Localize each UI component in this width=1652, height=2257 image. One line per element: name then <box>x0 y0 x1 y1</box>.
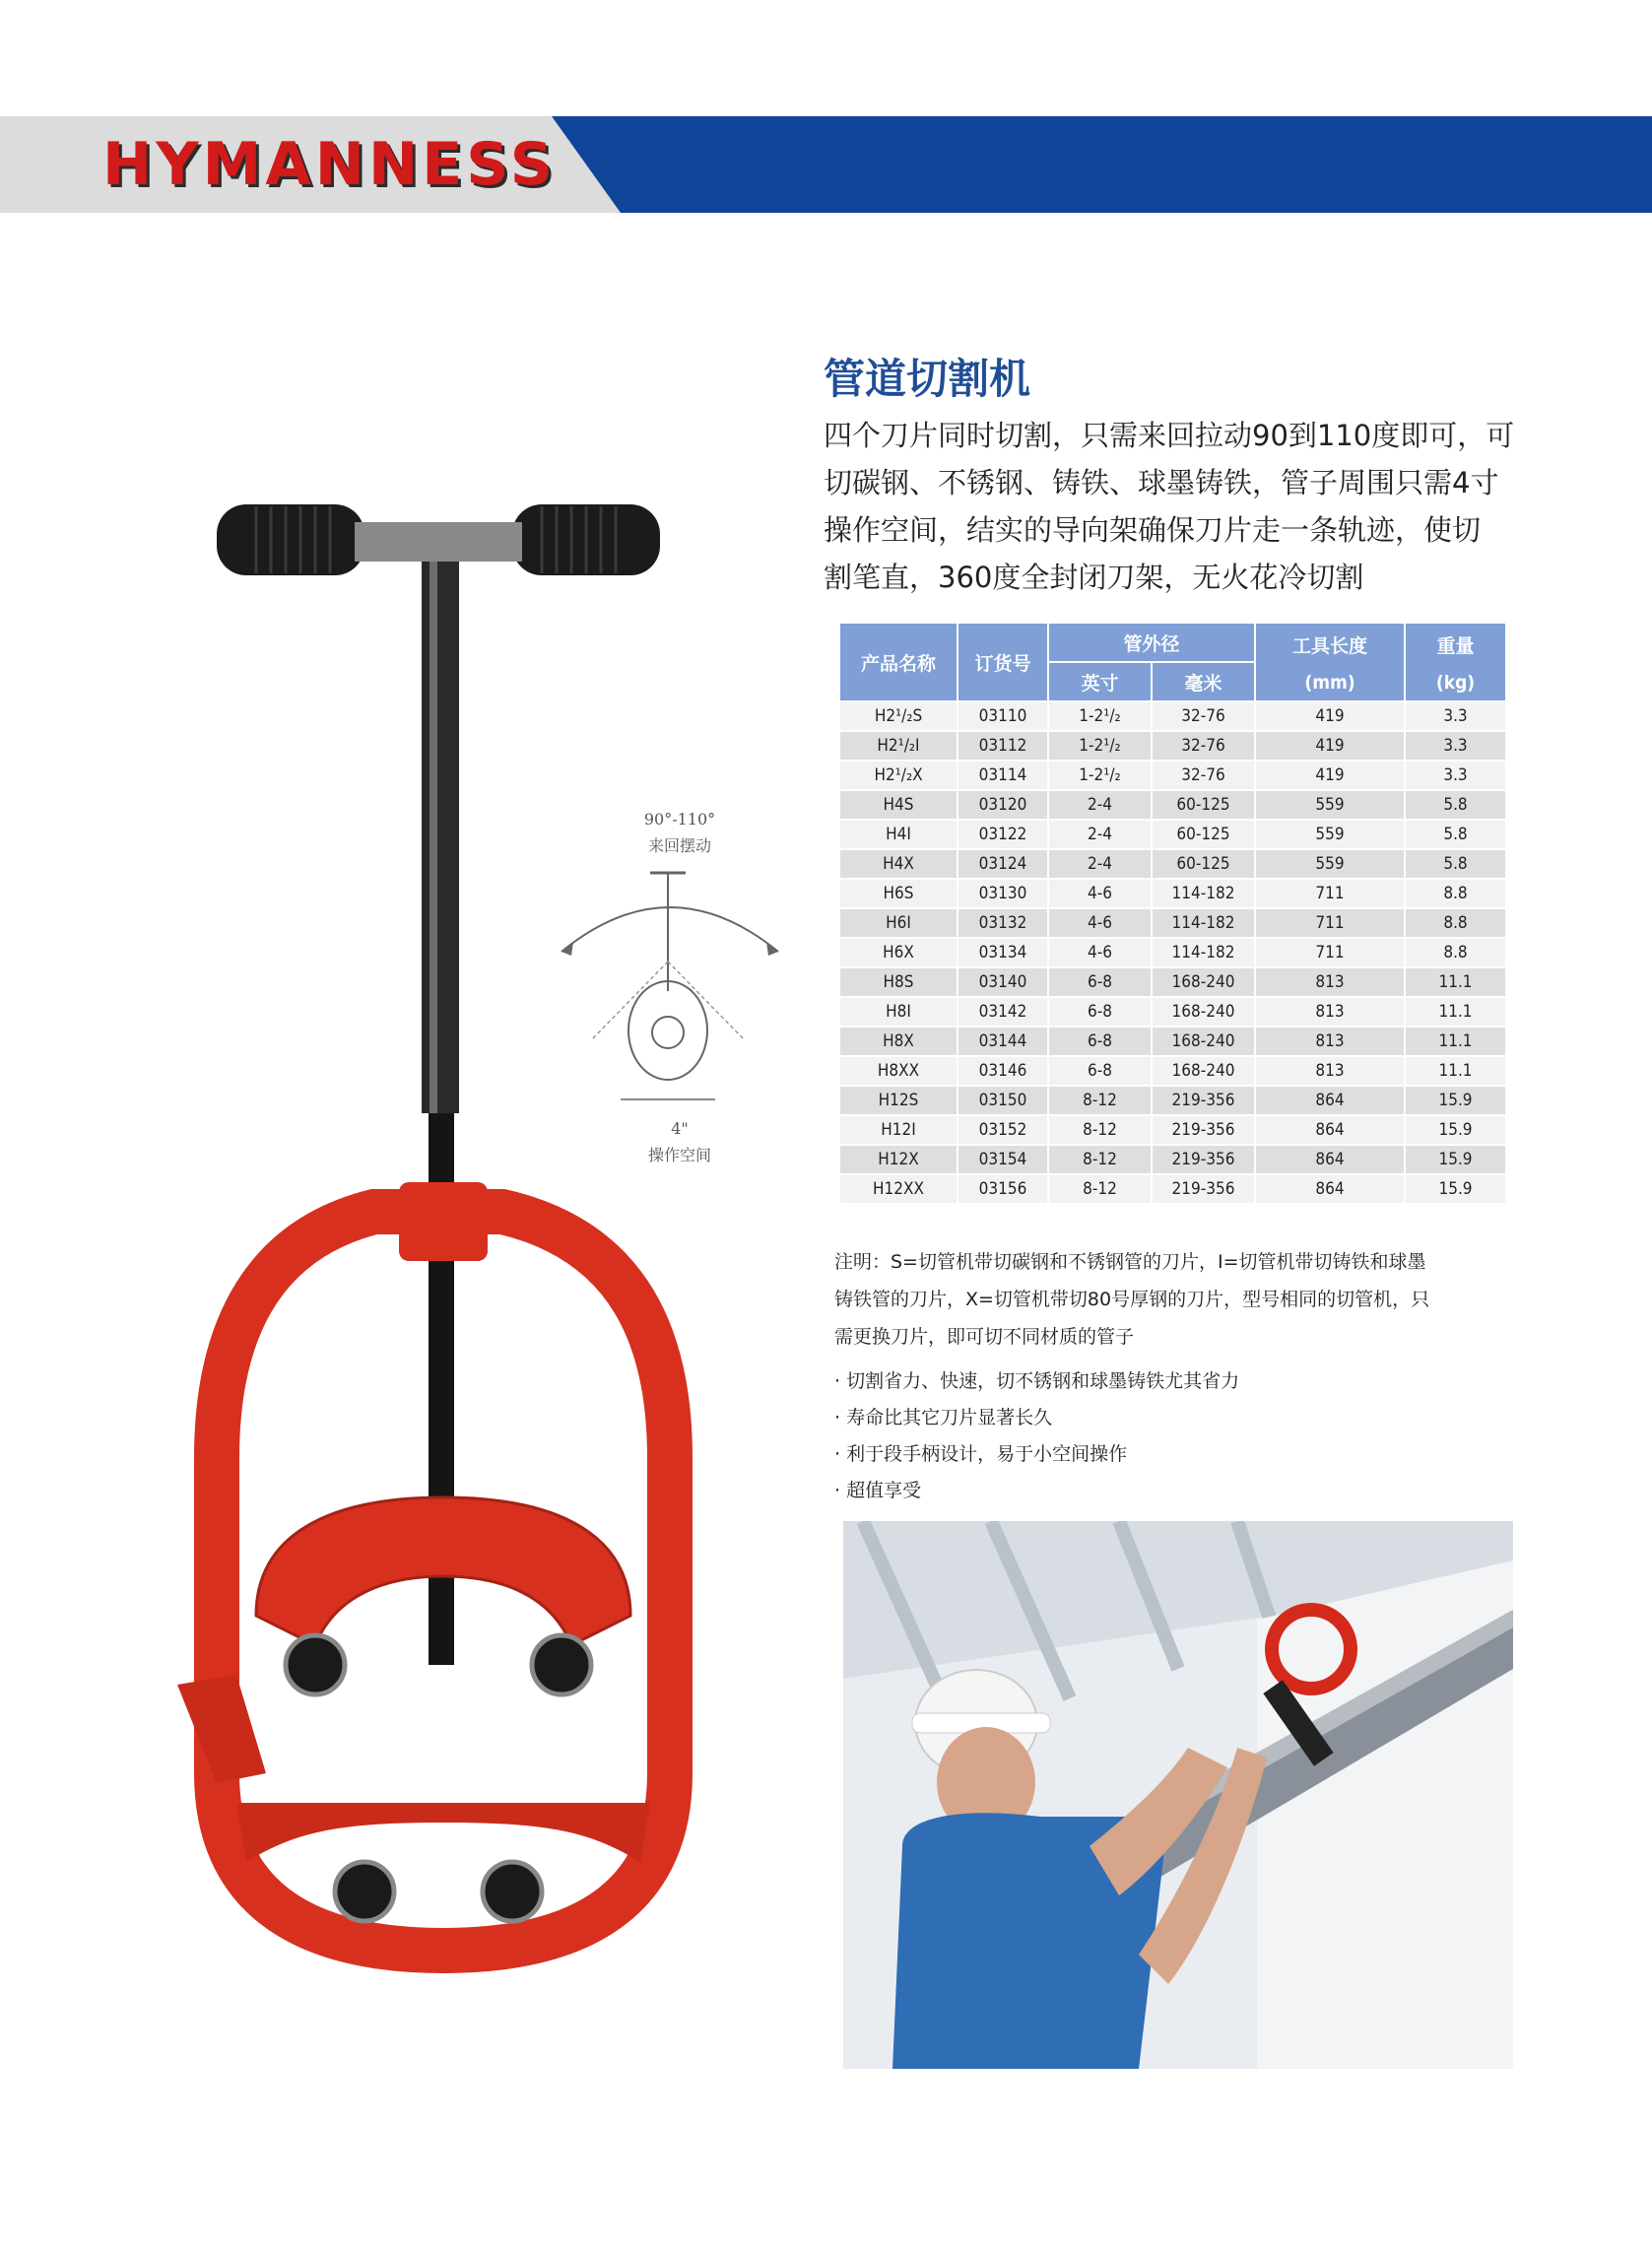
cell-name: H2¹/₂S <box>839 701 958 731</box>
swing-label: 来回摆动 <box>647 836 711 855</box>
cell-mm: 168-240 <box>1152 1027 1255 1056</box>
cell-name: H8XX <box>839 1056 958 1086</box>
table-row <box>839 731 1506 761</box>
cell-name: H2¹/₂I <box>839 731 958 761</box>
cell-weight: 15.9 <box>1405 1145 1506 1174</box>
cell-order-no: 03140 <box>958 967 1048 997</box>
cell-mm: 114-182 <box>1152 908 1255 938</box>
cell-order-no: 03152 <box>958 1115 1048 1145</box>
cell-tool-length: 419 <box>1255 761 1405 790</box>
cell-mm: 32-76 <box>1152 701 1255 731</box>
cell-inch: 8-12 <box>1048 1086 1152 1115</box>
cell-weight: 8.8 <box>1405 879 1506 908</box>
cell-tool-length: 711 <box>1255 908 1405 938</box>
cell-inch: 4-6 <box>1048 938 1152 967</box>
cell-tool-length: 419 <box>1255 701 1405 731</box>
cell-tool-length: 419 <box>1255 731 1405 761</box>
cell-name: H12S <box>839 1086 958 1115</box>
cell-order-no: 03114 <box>958 761 1048 790</box>
header-tool-length <box>1255 623 1405 701</box>
cell-order-no: 03134 <box>958 938 1048 967</box>
header-weight-label: 重量 <box>1436 634 1475 657</box>
cell-order-no: 03132 <box>958 908 1048 938</box>
cell-inch: 8-12 <box>1048 1145 1152 1174</box>
cutter-wheel <box>483 1862 542 1921</box>
cell-weight: 11.1 <box>1405 1027 1506 1056</box>
cell-inch: 4-6 <box>1048 908 1152 938</box>
pipe-cutter-illustration <box>177 493 729 2049</box>
cell-tool-length: 813 <box>1255 967 1405 997</box>
cutter-wheel <box>286 1635 345 1694</box>
header-order-no: 订货号 <box>958 623 1048 701</box>
cell-mm: 219-356 <box>1152 1115 1255 1145</box>
cell-inch: 6-8 <box>1048 1027 1152 1056</box>
description-line: 割笔直，360度全封闭刀架，无火花冷切割 <box>824 561 1364 594</box>
cell-inch: 2-4 <box>1048 820 1152 849</box>
table-row <box>839 1086 1506 1115</box>
handle-grip-left <box>217 504 364 575</box>
cell-inch: 8-12 <box>1048 1174 1152 1204</box>
cell-inch: 6-8 <box>1048 967 1152 997</box>
cell-name: H6I <box>839 908 958 938</box>
space-label: 操作空间 <box>647 1146 711 1164</box>
description-line: 操作空间，结实的导向架确保刀片走一条轨迹，使切 <box>824 513 1482 547</box>
table-row <box>839 701 1506 731</box>
cell-inch: 1-2¹/₂ <box>1048 731 1152 761</box>
swing-diagram <box>552 804 798 1159</box>
cell-weight: 15.9 <box>1405 1115 1506 1145</box>
brand-logo: HYMANNESS <box>102 130 557 199</box>
cell-mm: 114-182 <box>1152 938 1255 967</box>
table-row <box>839 967 1506 997</box>
cell-name: H4S <box>839 790 958 820</box>
handle-shaft <box>422 562 459 1113</box>
cell-name: H12X <box>839 1145 958 1174</box>
cell-order-no: 03150 <box>958 1086 1048 1115</box>
cell-order-no: 03122 <box>958 820 1048 849</box>
cell-order-no: 03120 <box>958 790 1048 820</box>
cell-order-no: 03154 <box>958 1145 1048 1174</box>
table-row <box>839 1056 1506 1086</box>
table-row <box>839 1115 1506 1145</box>
cell-weight: 11.1 <box>1405 967 1506 997</box>
cell-weight: 3.3 <box>1405 731 1506 761</box>
cell-tool-length: 813 <box>1255 1056 1405 1086</box>
cell-order-no: 03144 <box>958 1027 1048 1056</box>
cell-mm: 60-125 <box>1152 790 1255 820</box>
description-line: 四个刀片同时切割，只需来回拉动90到110度即可，可 <box>824 419 1515 452</box>
cell-order-no: 03156 <box>958 1174 1048 1204</box>
feature-item: · 超值享受 <box>834 1480 922 1501</box>
cell-name: H2¹/₂X <box>839 761 958 790</box>
cutter-wheel <box>335 1862 394 1921</box>
cell-tool-length: 864 <box>1255 1145 1405 1174</box>
table-row <box>839 1174 1506 1204</box>
cell-order-no: 03130 <box>958 879 1048 908</box>
cell-tool-length: 711 <box>1255 938 1405 967</box>
cell-tool-length: 711 <box>1255 879 1405 908</box>
cell-weight: 5.8 <box>1405 820 1506 849</box>
cell-mm: 114-182 <box>1152 879 1255 908</box>
header-mm: 毫米 <box>1152 662 1255 701</box>
cell-tool-length: 559 <box>1255 820 1405 849</box>
table-row <box>839 908 1506 938</box>
cell-weight: 3.3 <box>1405 701 1506 731</box>
cell-mm: 32-76 <box>1152 761 1255 790</box>
cell-tool-length: 813 <box>1255 997 1405 1027</box>
table-row <box>839 790 1506 820</box>
table-row <box>839 879 1506 908</box>
header-outer-diameter: 管外径 <box>1048 623 1255 662</box>
cell-weight: 5.8 <box>1405 790 1506 820</box>
cell-mm: 219-356 <box>1152 1174 1255 1204</box>
cell-mm: 168-240 <box>1152 967 1255 997</box>
cell-order-no: 03124 <box>958 849 1048 879</box>
table-body <box>839 701 1506 1204</box>
cell-inch: 6-8 <box>1048 1056 1152 1086</box>
note-line: 需更换刀片，即可切不同材质的管子 <box>834 1326 1135 1348</box>
cell-inch: 6-8 <box>1048 997 1152 1027</box>
cell-mm: 168-240 <box>1152 997 1255 1027</box>
header-tool-length-label: 工具长度 <box>1292 634 1368 657</box>
worker-photo-illustration <box>843 1521 1513 2069</box>
table-row <box>839 1145 1506 1174</box>
cell-name: H12I <box>839 1115 958 1145</box>
cell-mm: 60-125 <box>1152 849 1255 879</box>
cell-name: H8I <box>839 997 958 1027</box>
spec-table <box>838 622 1507 1205</box>
table-row <box>839 761 1506 790</box>
cutter-wheel <box>532 1635 591 1694</box>
notes-block <box>834 1243 1485 1356</box>
cell-weight: 5.8 <box>1405 849 1506 879</box>
header-inch: 英寸 <box>1048 662 1152 701</box>
cell-mm: 219-356 <box>1152 1145 1255 1174</box>
product-title: 管道切割机 <box>824 355 1031 403</box>
cell-order-no: 03112 <box>958 731 1048 761</box>
table-row <box>839 997 1506 1027</box>
feature-item: · 切割省力、快速，切不锈钢和球墨铸铁尤其省力 <box>834 1370 1240 1392</box>
space-value: 4" <box>671 1119 689 1138</box>
cell-tool-length: 864 <box>1255 1086 1405 1115</box>
table-row <box>839 820 1506 849</box>
cell-tool-length: 864 <box>1255 1115 1405 1145</box>
cell-tool-length: 813 <box>1255 1027 1405 1056</box>
cell-order-no: 03142 <box>958 997 1048 1027</box>
header-tool-length-unit: (mm) <box>1304 671 1355 694</box>
table-row <box>839 1027 1506 1056</box>
cell-tool-length: 559 <box>1255 790 1405 820</box>
cell-inch: 1-2¹/₂ <box>1048 701 1152 731</box>
cell-inch: 2-4 <box>1048 849 1152 879</box>
feature-list <box>834 1363 1485 1509</box>
cell-name: H8S <box>839 967 958 997</box>
cell-mm: 32-76 <box>1152 731 1255 761</box>
cell-mm: 219-356 <box>1152 1086 1255 1115</box>
note-line: 注明：S=切管机带切碳钢和不锈钢管的刀片，I=切管机带切铸铁和球墨 <box>834 1251 1426 1273</box>
cell-name: H6X <box>839 938 958 967</box>
header-weight <box>1405 623 1506 701</box>
cell-inch: 2-4 <box>1048 790 1152 820</box>
usage-photo <box>843 1521 1513 2069</box>
cell-weight: 3.3 <box>1405 761 1506 790</box>
cell-inch: 8-12 <box>1048 1115 1152 1145</box>
cell-inch: 1-2¹/₂ <box>1048 761 1152 790</box>
cell-name: H4I <box>839 820 958 849</box>
table-row <box>839 849 1506 879</box>
note-line: 铸铁管的刀片，X=切管机带切80号厚钢的刀片，型号相同的切管机，只 <box>834 1289 1430 1310</box>
cell-name: H6S <box>839 879 958 908</box>
description-line: 切碳钢、不锈钢、铸铁、球墨铸铁，管子周围只需4寸 <box>824 466 1499 499</box>
cell-weight: 8.8 <box>1405 908 1506 938</box>
cell-mm: 60-125 <box>1152 820 1255 849</box>
cell-tool-length: 559 <box>1255 849 1405 879</box>
product-description <box>824 412 1533 601</box>
cell-name: H8X <box>839 1027 958 1056</box>
cell-weight: 11.1 <box>1405 1056 1506 1086</box>
cell-weight: 8.8 <box>1405 938 1506 967</box>
feature-item: · 利于段手柄设计，易于小空间操作 <box>834 1443 1128 1465</box>
cell-mm: 168-240 <box>1152 1056 1255 1086</box>
cell-order-no: 03146 <box>958 1056 1048 1086</box>
header-name: 产品名称 <box>839 623 958 701</box>
cell-name: H12XX <box>839 1174 958 1204</box>
cell-weight: 15.9 <box>1405 1174 1506 1204</box>
cell-order-no: 03110 <box>958 701 1048 731</box>
cell-weight: 15.9 <box>1405 1086 1506 1115</box>
cell-name: H4X <box>839 849 958 879</box>
angle-label: 90°-110° <box>643 810 716 829</box>
cell-tool-length: 864 <box>1255 1174 1405 1204</box>
table-row <box>839 938 1506 967</box>
cell-weight: 11.1 <box>1405 997 1506 1027</box>
cell-inch: 4-6 <box>1048 879 1152 908</box>
header-weight-unit: (kg) <box>1435 671 1476 694</box>
feature-item: · 寿命比其它刀片显著长久 <box>834 1407 1053 1428</box>
